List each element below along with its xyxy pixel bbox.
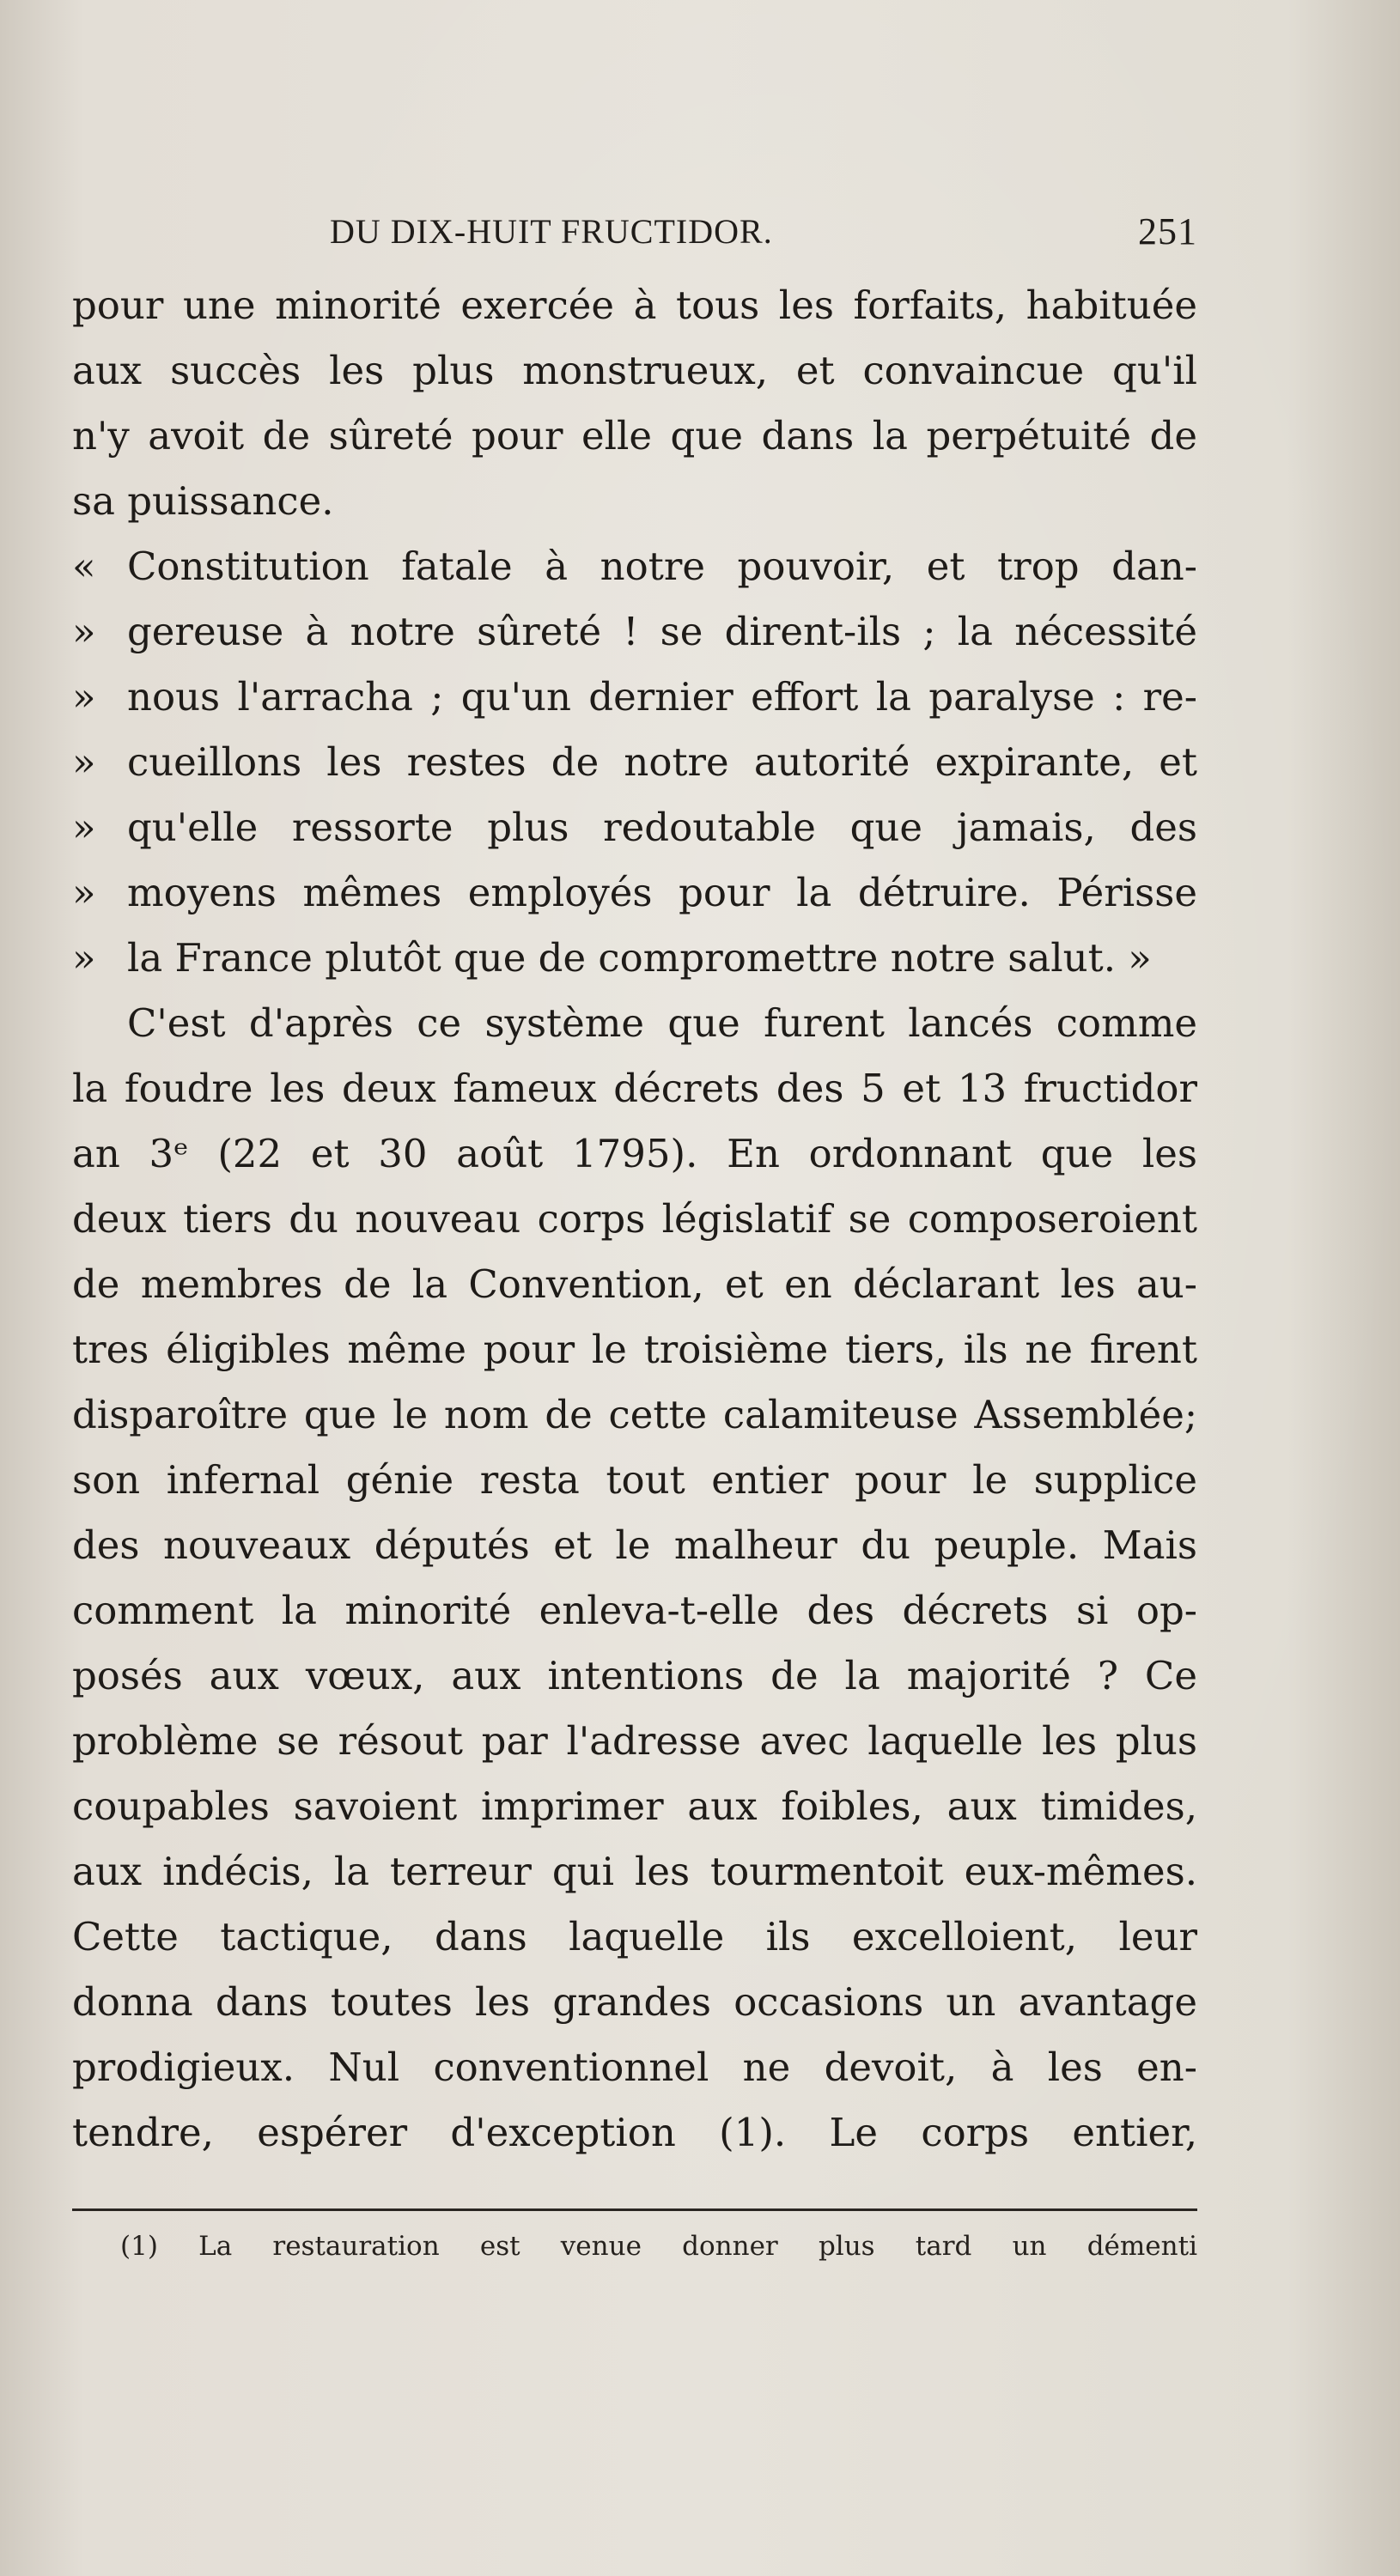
quote-line <box>72 534 1197 599</box>
text-line: deux tiers du nouveau corps législatif se composeroient <box>72 1196 1197 1242</box>
footnote-rule <box>72 2208 1197 2211</box>
text-line: tendre, espérer d'exception (1). Le corps entier, <box>72 2110 1197 2155</box>
quote-text: gereuse à notre sûreté ! se dirent-ils ; la nécessité <box>127 609 1197 654</box>
text-line: coupables savoient imprimer aux foibles, aux timides, <box>72 1783 1197 1829</box>
quote-text: la France plutôt que de compromettre notre salut. » <box>127 935 1152 981</box>
quote-text: nous l'arracha ; qu'un dernier effort la paralyse : re- <box>127 674 1197 720</box>
text-line: posés aux vœux, aux intentions de la majorité ? Ce <box>72 1653 1197 1698</box>
paragraph-1 <box>72 273 1197 534</box>
quote-mark: » <box>72 674 96 720</box>
running-head <box>72 199 1197 273</box>
text-line: disparoître que le nom de cette calamiteuse Assemblée; <box>72 1392 1197 1437</box>
quote-text: moyens mêmes employés pour la détruire. Périsse <box>127 870 1197 915</box>
text-line: de membres de la Convention, et en déclarant les au- <box>72 1261 1197 1307</box>
quote-mark: » <box>72 609 96 654</box>
quote-mark: » <box>72 870 96 915</box>
text-line: C'est d'après ce système que furent lancés comme <box>127 1000 1197 1046</box>
text-line: prodigieux. Nul conventionnel ne devoit, à les en- <box>72 2044 1197 2090</box>
quote-text: cueillons les restes de notre autorité expirante, et <box>127 739 1197 785</box>
text-line: an 3ᵉ (22 et 30 août 1795). En ordonnant que les <box>72 1131 1197 1176</box>
quote-text: qu'elle ressorte plus redoutable que jamais, des <box>127 805 1197 850</box>
text-block <box>72 199 1197 2166</box>
text-line: la foudre les deux fameux décrets des 5 et 13 fructidor <box>72 1066 1197 1111</box>
quote-line <box>72 860 1197 926</box>
quote-line <box>72 730 1197 795</box>
text-line: aux indécis, la terreur qui les tourmentoit eux-mêmes. <box>72 1849 1197 1894</box>
text-line: problème se résout par l'adresse avec laquelle les plus <box>72 1718 1197 1764</box>
quote-line <box>72 926 1197 991</box>
text-line: n'y avoit de sûreté pour elle que dans la perpétuité de <box>72 413 1197 459</box>
text-line: des nouveaux députés et le malheur du peuple. Mais <box>72 1522 1197 1568</box>
text-line: son infernal génie resta tout entier pour le supplice <box>72 1457 1197 1503</box>
text-line: sa puissance. <box>72 478 334 524</box>
text-line: Cette tactique, dans laquelle ils excelloient, leur <box>72 1914 1197 1959</box>
running-title: DU DIX-HUIT FRUCTIDOR. <box>330 212 773 251</box>
quote-mark: » <box>72 935 96 981</box>
text-line: tres éligibles même pour le troisième tiers, ils ne firent <box>72 1327 1197 1372</box>
quote-text: Constitution fatale à notre pouvoir, et trop dan- <box>127 544 1197 589</box>
text-line: donna dans toutes les grandes occasions un avantage <box>72 1979 1197 2025</box>
quote-line <box>72 599 1197 665</box>
quote-mark: » <box>72 805 96 850</box>
text-line: pour une minorité exercée à tous les forfaits, habituée <box>72 283 1197 328</box>
footnote: (1) La restauration est venue donner plus tard un démenti <box>120 2231 1197 2262</box>
quote-line <box>72 665 1197 730</box>
text-line: aux succès les plus monstrueux, et convaincue qu'il <box>72 348 1197 393</box>
text-line: comment la minorité enleva-t-elle des décrets si op- <box>72 1588 1197 1633</box>
quote-mark: « <box>72 544 96 589</box>
quotation <box>72 534 1197 991</box>
quote-mark: » <box>72 739 96 785</box>
page-number: 251 <box>1138 210 1197 252</box>
quote-line <box>72 795 1197 860</box>
paragraph-2 <box>72 991 1197 2166</box>
